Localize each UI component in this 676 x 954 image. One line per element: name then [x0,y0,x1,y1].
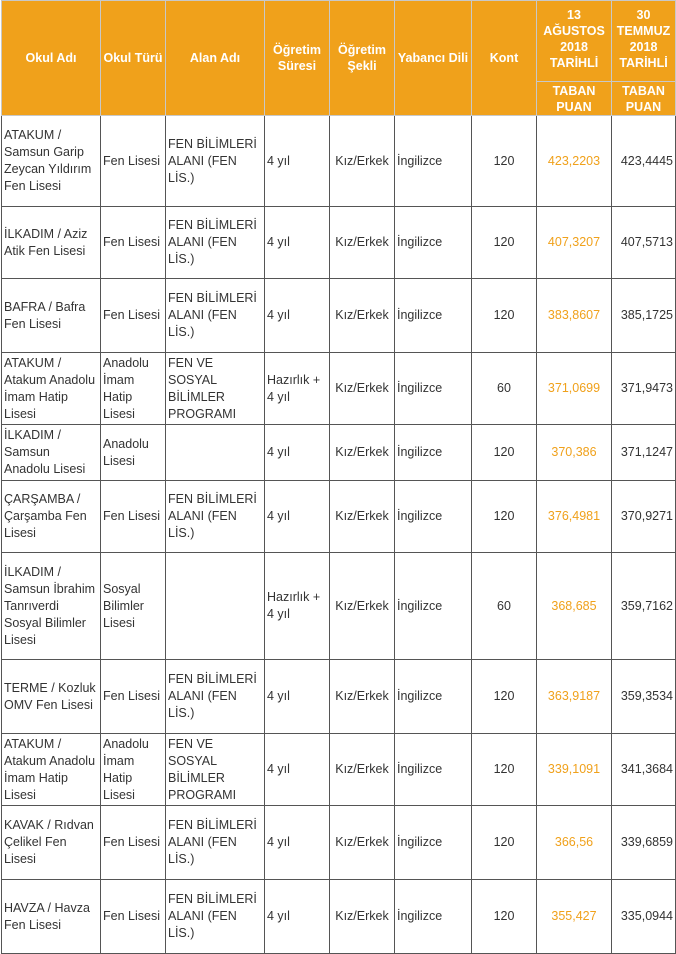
cell-taban-aug: 407,3207 [537,207,612,279]
cell-taban-aug: 366,56 [537,806,612,880]
cell-okul-turu: Fen Lisesi [101,880,166,954]
cell-okul-turu: Anadolu İmam Hatip Lisesi [101,353,166,425]
cell-okul-turu: Sosyal Bilimler Lisesi [101,553,166,660]
table-body [2,116,676,954]
taban-puan-table [1,0,676,954]
cell-ogretim-suresi: 4 yıl [265,880,330,954]
cell-taban-aug: 370,386 [537,425,612,481]
cell-okul-adi: ÇARŞAMBA / Çarşamba Fen Lisesi [2,481,101,553]
table-row [2,880,676,954]
cell-ogretim-sekli: Kız/Erkek [330,880,395,954]
cell-kont: 120 [472,116,537,207]
cell-taban-jul: 339,6859 [612,806,676,880]
cell-kont: 120 [472,660,537,734]
header-kont: Kont [472,1,537,116]
cell-kont: 120 [472,481,537,553]
cell-kont: 120 [472,880,537,954]
cell-taban-jul: 385,1725 [612,279,676,353]
cell-ogretim-suresi: 4 yıl [265,279,330,353]
header-alan-adi: Alan Adı [166,1,265,116]
cell-ogretim-sekli: Kız/Erkek [330,279,395,353]
cell-taban-aug: 371,0699 [537,353,612,425]
table-row [2,207,676,279]
cell-okul-adi: ATAKUM / Atakum Anadolu İmam Hatip Lisesi [2,734,101,806]
cell-ogretim-sekli: Kız/Erkek [330,734,395,806]
cell-alan-adi: FEN BİLİMLERİ ALANI (FEN LİS.) [166,806,265,880]
header-ogretim-sekli: Öğretim Şekli [330,1,395,116]
cell-ogretim-sekli: Kız/Erkek [330,553,395,660]
table-row [2,116,676,207]
cell-ogretim-suresi: 4 yıl [265,116,330,207]
cell-ogretim-suresi: 4 yıl [265,806,330,880]
cell-okul-adi: ATAKUM / Samsun Garip Zeycan Yıldırım Fen Lisesi [2,116,101,207]
cell-ogretim-suresi: 4 yıl [265,734,330,806]
header-date-jul: 30 TEMMUZ 2018 TARİHLİ [612,1,676,82]
cell-taban-jul: 423,4445 [612,116,676,207]
cell-alan-adi: FEN BİLİMLERİ ALANI (FEN LİS.) [166,279,265,353]
cell-kont: 60 [472,353,537,425]
cell-kont: 60 [472,553,537,660]
cell-okul-adi: İLKADIM / Samsun İbrahim Tanrıverdi Sosyal Bilimler Lisesi [2,553,101,660]
cell-taban-jul: 359,7162 [612,553,676,660]
cell-okul-adi: ATAKUM / Atakum Anadolu İmam Hatip Lisesi [2,353,101,425]
cell-ogretim-sekli: Kız/Erkek [330,425,395,481]
cell-alan-adi [166,425,265,481]
cell-alan-adi: FEN BİLİMLERİ ALANI (FEN LİS.) [166,481,265,553]
cell-okul-adi: KAVAK / Rıdvan Çelikel Fen Lisesi [2,806,101,880]
cell-kont: 120 [472,734,537,806]
cell-okul-turu: Fen Lisesi [101,806,166,880]
cell-ogretim-sekli: Kız/Erkek [330,116,395,207]
cell-taban-jul: 370,9271 [612,481,676,553]
cell-ogretim-sekli: Kız/Erkek [330,481,395,553]
cell-okul-turu: Fen Lisesi [101,279,166,353]
cell-taban-aug: 339,1091 [537,734,612,806]
table-row [2,734,676,806]
cell-ogretim-sekli: Kız/Erkek [330,806,395,880]
cell-ogretim-suresi: Hazırlık + 4 yıl [265,353,330,425]
header-ogretim-suresi: Öğretim Süresi [265,1,330,116]
cell-ogretim-suresi: 4 yıl [265,207,330,279]
cell-taban-jul: 407,5713 [612,207,676,279]
cell-okul-adi: İLKADIM / Samsun Anadolu Lisesi [2,425,101,481]
cell-yabanci-dil: İngilizce [395,353,472,425]
header-yabanci-dil: Yabancı Dili [395,1,472,116]
cell-okul-turu: Fen Lisesi [101,207,166,279]
cell-kont: 120 [472,425,537,481]
cell-okul-turu: Fen Lisesi [101,660,166,734]
header-date-aug: 13 AĞUSTOS 2018 TARİHLİ [537,1,612,82]
cell-alan-adi: FEN BİLİMLERİ ALANI (FEN LİS.) [166,660,265,734]
cell-yabanci-dil: İngilizce [395,880,472,954]
cell-okul-adi: BAFRA / Bafra Fen Lisesi [2,279,101,353]
cell-okul-adi: HAVZA / Havza Fen Lisesi [2,880,101,954]
cell-taban-jul: 341,3684 [612,734,676,806]
cell-yabanci-dil: İngilizce [395,660,472,734]
cell-alan-adi: FEN BİLİMLERİ ALANI (FEN LİS.) [166,880,265,954]
cell-okul-turu: Fen Lisesi [101,116,166,207]
cell-ogretim-suresi: Hazırlık + 4 yıl [265,553,330,660]
cell-taban-aug: 355,427 [537,880,612,954]
cell-alan-adi: FEN BİLİMLERİ ALANI (FEN LİS.) [166,116,265,207]
cell-ogretim-suresi: 4 yıl [265,425,330,481]
cell-alan-adi [166,553,265,660]
cell-yabanci-dil: İngilizce [395,207,472,279]
cell-taban-aug: 363,9187 [537,660,612,734]
cell-kont: 120 [472,806,537,880]
header-taban-aug: TABAN PUAN [537,82,612,116]
table-row [2,806,676,880]
cell-taban-jul: 371,9473 [612,353,676,425]
cell-okul-turu: Anadolu İmam Hatip Lisesi [101,734,166,806]
cell-taban-jul: 359,3534 [612,660,676,734]
header-taban-jul: TABAN PUAN [612,82,676,116]
cell-yabanci-dil: İngilizce [395,425,472,481]
cell-taban-aug: 383,8607 [537,279,612,353]
cell-alan-adi: FEN VE SOSYAL BİLİMLER PROGRAMI [166,734,265,806]
cell-taban-jul: 335,0944 [612,880,676,954]
table-row [2,353,676,425]
cell-alan-adi: FEN BİLİMLERİ ALANI (FEN LİS.) [166,207,265,279]
table-row [2,279,676,353]
cell-okul-turu: Fen Lisesi [101,481,166,553]
table-row [2,481,676,553]
table-row [2,425,676,481]
cell-yabanci-dil: İngilizce [395,116,472,207]
cell-yabanci-dil: İngilizce [395,806,472,880]
cell-okul-adi: TERME / Kozluk OMV Fen Lisesi [2,660,101,734]
cell-okul-adi: İLKADIM / Aziz Atik Fen Lisesi [2,207,101,279]
cell-taban-aug: 376,4981 [537,481,612,553]
cell-yabanci-dil: İngilizce [395,481,472,553]
cell-taban-aug: 423,2203 [537,116,612,207]
cell-yabanci-dil: İngilizce [395,734,472,806]
table-row [2,553,676,660]
cell-yabanci-dil: İngilizce [395,279,472,353]
cell-ogretim-sekli: Kız/Erkek [330,660,395,734]
header-okul-adi: Okul Adı [2,1,101,116]
cell-alan-adi: FEN VE SOSYAL BİLİMLER PROGRAMI [166,353,265,425]
table-row [2,660,676,734]
table-header [2,1,676,116]
cell-kont: 120 [472,207,537,279]
cell-ogretim-suresi: 4 yıl [265,481,330,553]
cell-taban-jul: 371,1247 [612,425,676,481]
cell-ogretim-sekli: Kız/Erkek [330,207,395,279]
cell-taban-aug: 368,685 [537,553,612,660]
cell-kont: 120 [472,279,537,353]
cell-ogretim-sekli: Kız/Erkek [330,353,395,425]
cell-yabanci-dil: İngilizce [395,553,472,660]
cell-okul-turu: Anadolu Lisesi [101,425,166,481]
header-okul-turu: Okul Türü [101,1,166,116]
cell-ogretim-suresi: 4 yıl [265,660,330,734]
